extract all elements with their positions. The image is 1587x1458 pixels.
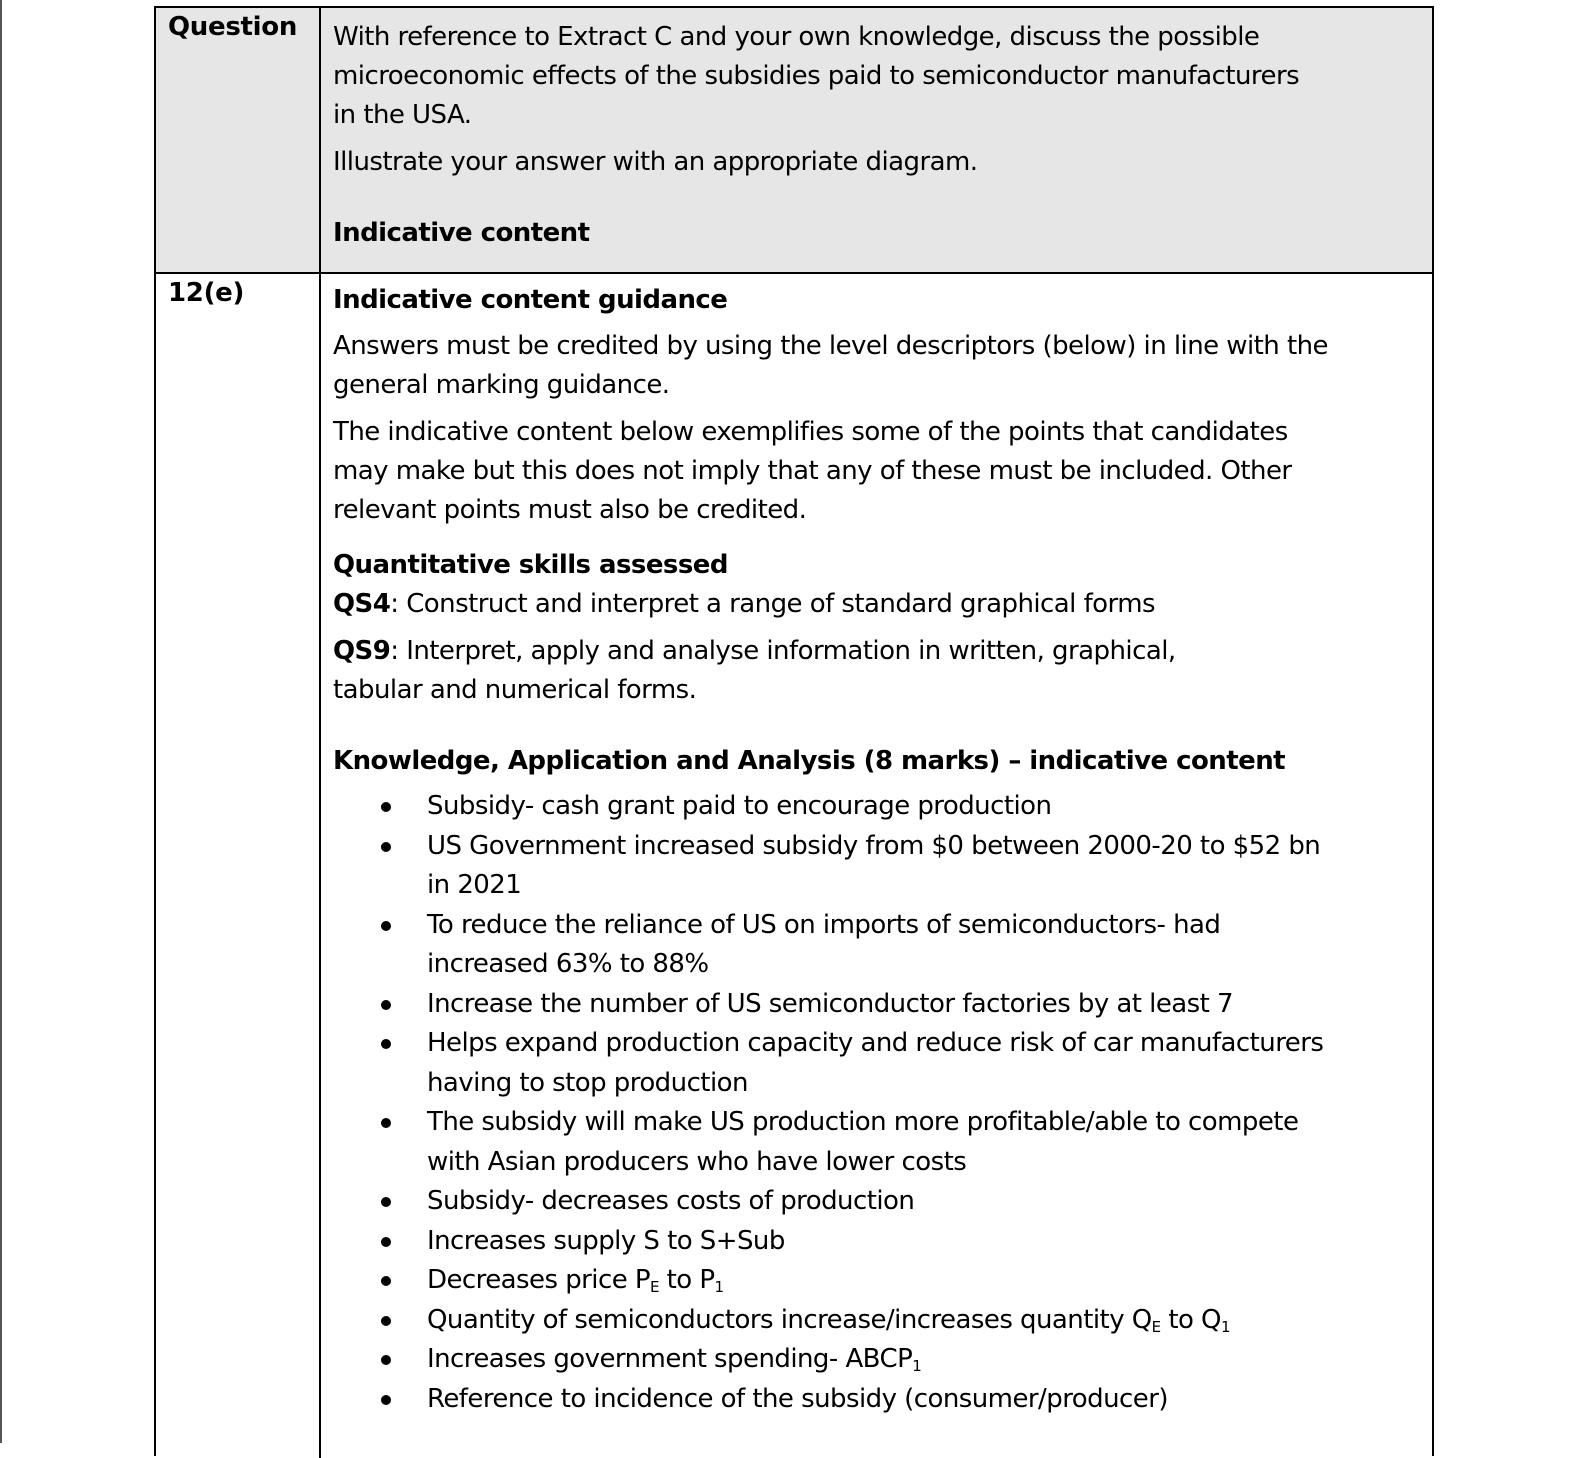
mark-scheme-table <box>154 6 1434 1456</box>
kaa-heading: Knowledge, Application and Analysis (8 marks) – indicative content <box>333 746 1286 776</box>
bullet-icon <box>381 1316 391 1326</box>
qs-heading: Quantitative skills assessed <box>333 550 728 580</box>
page-edge <box>0 0 2 1443</box>
guidance-paragraph-2 <box>333 413 1328 530</box>
guidance-paragraph-1 <box>333 327 1328 405</box>
bullet-icon <box>381 1395 391 1405</box>
question-instruction: Illustrate your answer with an appropriate diagram. <box>333 147 978 177</box>
list-item <box>333 827 1328 906</box>
bullet-text: Decreases price P <box>427 1265 651 1295</box>
text-line: may make but this does not imply that any of these must be included. Other <box>333 456 1292 486</box>
question-text <box>333 18 1299 253</box>
qs4-line <box>333 585 1328 624</box>
bullet-icon <box>381 1118 391 1128</box>
subscript: 1 <box>912 1357 922 1375</box>
qs9-text-cont: tabular and numerical forms. <box>333 675 697 705</box>
list-item <box>333 1301 1328 1341</box>
bullet-icon <box>381 842 391 852</box>
bullet-text: Subsidy- decreases costs of production <box>427 1186 915 1216</box>
bullet-text: Increase the number of US semiconductor factories by at least 7 <box>427 988 1233 1019</box>
bullet-icon <box>381 1276 391 1286</box>
bullet-icon <box>381 1355 391 1365</box>
subscript: E <box>1151 1317 1161 1336</box>
bullet-icon <box>381 1237 391 1247</box>
list-item <box>333 1024 1328 1103</box>
text-line: The indicative content below exemplifies some of the points that candidates <box>333 417 1288 447</box>
text-line: general marking guidance. <box>333 370 670 400</box>
question-line: With reference to Extract C and your own knowledge, discuss the possible <box>333 22 1260 52</box>
list-item <box>333 985 1328 1025</box>
bullet-text: increased 63% to 88% <box>427 949 709 979</box>
list-item <box>333 1103 1328 1182</box>
bullet-text: having to stop production <box>427 1067 748 1098</box>
qs4-code: QS4 <box>333 589 391 619</box>
bullet-text: with Asian producers who have lower costs <box>427 1146 967 1177</box>
bullet-text: Reference to incidence of the subsidy (consumer/producer) <box>427 1383 1168 1414</box>
bullet-icon <box>381 1000 391 1010</box>
subscript: 1 <box>714 1278 724 1296</box>
indicative-bullets <box>156 787 1328 1419</box>
question-label: Question <box>168 12 298 42</box>
question-line: in the USA. <box>333 100 472 130</box>
bullet-text: Subsidy- cash grant paid to encourage production <box>427 791 1052 821</box>
bullet-text: Helps expand production capacity and reduce risk of car manufacturers <box>427 1028 1324 1058</box>
bullet-text: To reduce the reliance of US on imports of semiconductors- had <box>427 909 1221 940</box>
bullet-icon <box>381 802 391 812</box>
bullet-icon <box>381 921 391 931</box>
bullet-text: US Government increased subsidy from $0 between 2000-20 to $52 bn <box>427 830 1321 861</box>
subscript: 1 <box>1220 1317 1230 1336</box>
qs9-code: QS9 <box>333 636 391 666</box>
qs9-text: : Interpret, apply and analyse information in written, graphical, <box>390 636 1176 666</box>
qs9-line <box>333 632 1328 710</box>
bullet-icon <box>381 1197 391 1207</box>
text-line: Answers must be credited by using the level descriptors (below) in line with the <box>333 331 1328 361</box>
bullet-text: The subsidy will make US production more profitable/able to compete <box>427 1107 1299 1137</box>
bullet-text: to P <box>658 1265 715 1295</box>
list-item <box>333 787 1328 827</box>
list-item <box>333 906 1328 985</box>
list-item <box>333 1380 1328 1420</box>
question-number: 12(e) <box>168 278 245 308</box>
bullet-text: Increases government spending- ABCP <box>427 1344 913 1374</box>
text-line: relevant points must also be credited. <box>333 495 807 525</box>
list-item <box>333 1340 1328 1380</box>
answer-content <box>333 281 1328 1419</box>
bullet-text: Increases supply S to S+Sub <box>427 1225 785 1256</box>
bullet-icon <box>381 1039 391 1049</box>
list-item <box>333 1261 1328 1301</box>
indicative-content-heading: Indicative content <box>333 218 590 248</box>
bullet-text: to Q <box>1160 1304 1221 1335</box>
list-item <box>333 1182 1328 1222</box>
list-item <box>333 1222 1328 1262</box>
qs4-text: : Construct and interpret a range of standard graphical forms <box>390 589 1155 619</box>
question-line: microeconomic effects of the subsidies paid to semiconductor manufacturers <box>333 61 1300 91</box>
bullet-text: in 2021 <box>427 870 522 900</box>
subscript: E <box>650 1278 659 1296</box>
guidance-heading: Indicative content guidance <box>333 285 728 315</box>
bullet-text: Quantity of semiconductors increase/increases quantity Q <box>427 1304 1152 1335</box>
